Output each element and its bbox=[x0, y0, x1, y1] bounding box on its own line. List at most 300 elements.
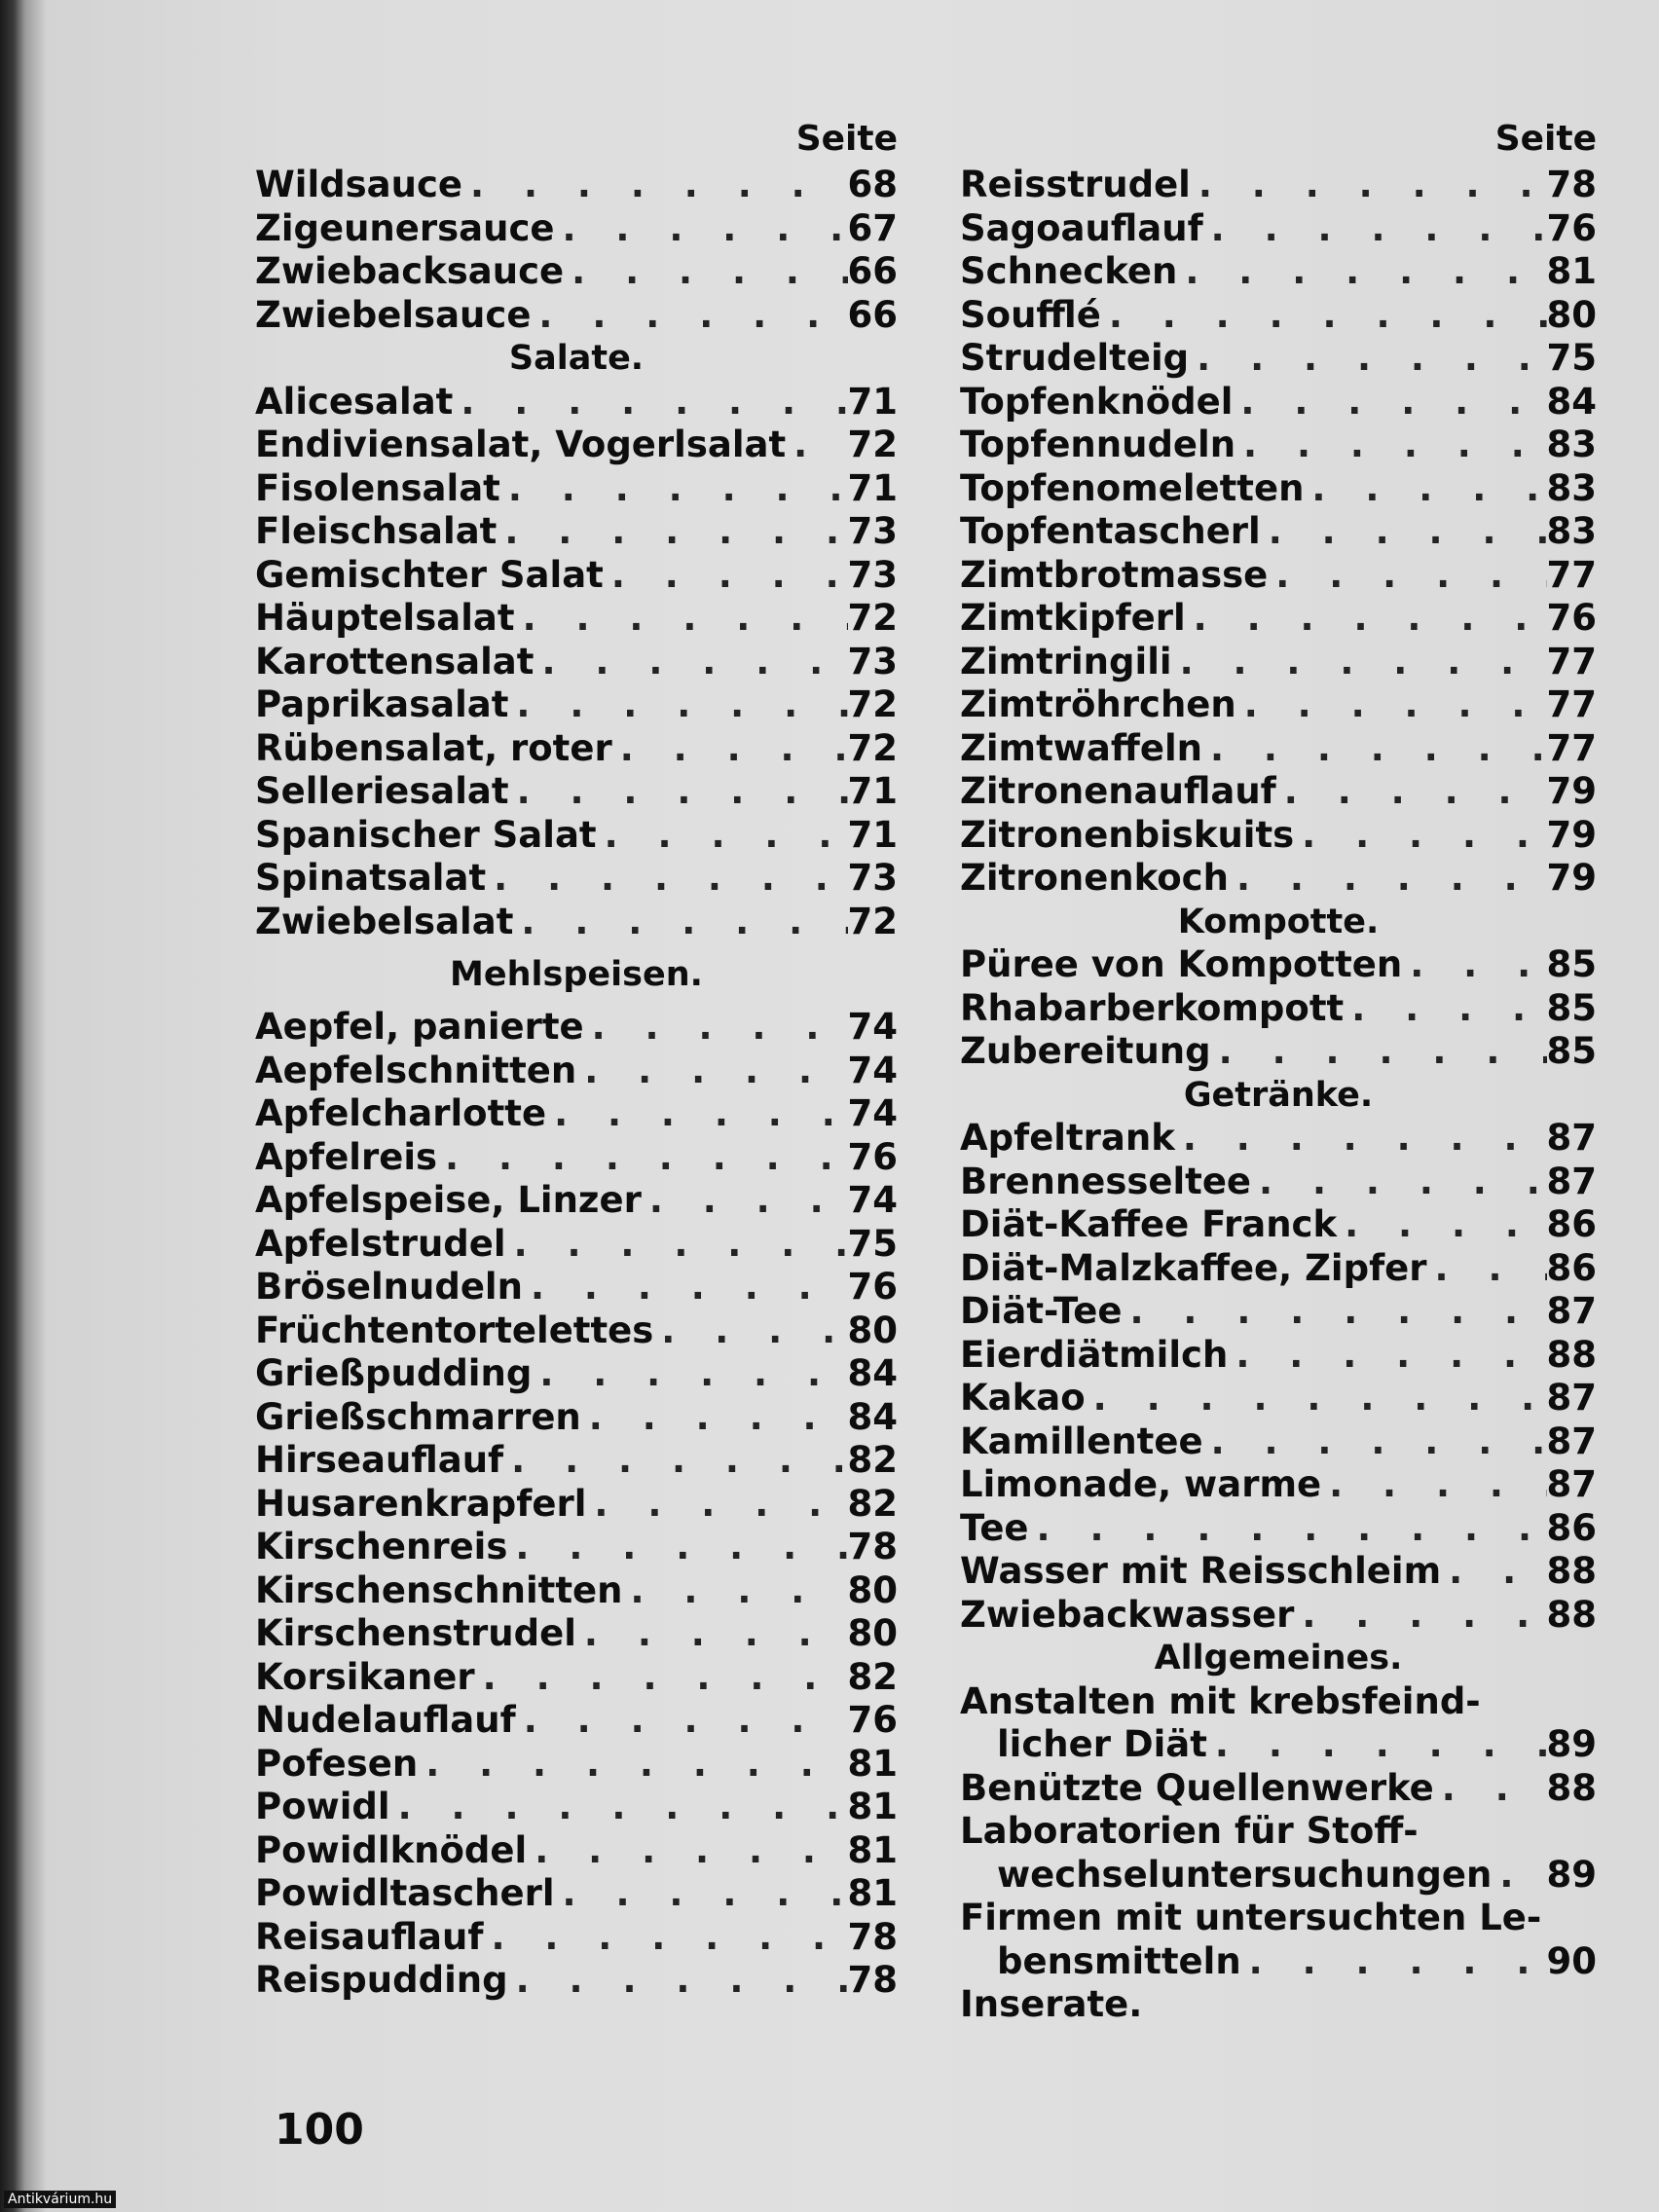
leader-dots bbox=[513, 901, 847, 944]
index-column-left bbox=[255, 115, 898, 2003]
entry-page-number: 87 bbox=[1546, 1160, 1597, 1202]
entry-page-number: 76 bbox=[1546, 597, 1597, 639]
leader-dots bbox=[531, 294, 847, 338]
leader-dots bbox=[515, 597, 848, 641]
leader-dots bbox=[555, 1872, 848, 1916]
entry-title: Zigeunersauce bbox=[255, 206, 555, 249]
index-entry bbox=[255, 857, 898, 901]
index-entry bbox=[255, 510, 898, 554]
entry-page-number: 81 bbox=[1546, 250, 1597, 292]
entry-page-number: 74 bbox=[847, 1179, 898, 1221]
leader-dots bbox=[1228, 1334, 1546, 1378]
leader-dots bbox=[475, 1656, 848, 1700]
entry-title: Zimtringili bbox=[960, 640, 1172, 682]
entry-title: Zwiebelsalat bbox=[255, 900, 514, 942]
index-entry bbox=[255, 770, 898, 814]
entry-title: Zitronenkoch bbox=[960, 857, 1229, 899]
section-heading: Salate. bbox=[508, 339, 645, 378]
section-heading: Allgemeines. bbox=[1154, 1639, 1403, 1677]
entry-title: Reispudding bbox=[255, 1959, 508, 2001]
entry-title: Endiviensalat, Vogerlsalat bbox=[255, 424, 787, 465]
leader-dots bbox=[1294, 814, 1546, 858]
leader-dots bbox=[576, 1050, 847, 1093]
index-entry bbox=[960, 207, 1597, 251]
index-entry bbox=[960, 987, 1597, 1031]
entry-page-number: 83 bbox=[1546, 466, 1597, 509]
entry-title: Zubereitung bbox=[960, 1030, 1211, 1072]
leader-dots bbox=[534, 641, 847, 684]
entry-page-number: 74 bbox=[847, 1006, 898, 1048]
entry-page-number: 82 bbox=[847, 1482, 898, 1525]
entry-title: Tee bbox=[960, 1506, 1029, 1549]
entry-page-number: 79 bbox=[1546, 857, 1597, 899]
leader-dots bbox=[500, 467, 848, 511]
entry-title: Zimtwaffeln bbox=[960, 726, 1202, 769]
entry-title: Apfelreis bbox=[255, 1135, 438, 1178]
entry-title: Strudelteig bbox=[960, 337, 1190, 379]
column-header-seite: Seite bbox=[795, 119, 898, 159]
entry-page-number: 72 bbox=[847, 683, 898, 725]
leader-dots bbox=[786, 424, 847, 467]
leader-dots bbox=[1203, 1420, 1547, 1464]
entry-title: Diät-Malzkaffee, Zipfer bbox=[960, 1246, 1427, 1289]
leader-dots bbox=[1276, 770, 1547, 814]
index-entry bbox=[960, 467, 1597, 511]
leader-dots bbox=[1177, 250, 1546, 294]
entry-title: Zimtbrotmasse bbox=[960, 553, 1269, 596]
leader-dots bbox=[1294, 1594, 1546, 1638]
entry-title: Selleriesalat bbox=[255, 770, 509, 812]
index-entry bbox=[255, 1179, 898, 1223]
leader-dots bbox=[1344, 987, 1546, 1031]
index-entry bbox=[960, 1377, 1597, 1420]
index-entry bbox=[960, 814, 1597, 858]
entry-title: Diät-Tee bbox=[960, 1290, 1123, 1332]
entry-title: Topfenomeletten bbox=[960, 466, 1305, 509]
entry-title: Wasser mit Reisschleim bbox=[960, 1550, 1442, 1592]
index-entry bbox=[255, 1612, 898, 1656]
index-entry bbox=[960, 424, 1597, 467]
entry-page-number: 87 bbox=[1546, 1377, 1597, 1419]
index-entry bbox=[960, 641, 1597, 684]
entry-page-number: 89 bbox=[1546, 1723, 1597, 1765]
entry-page-number: 72 bbox=[847, 900, 898, 942]
entry-page-number: 76 bbox=[1546, 206, 1597, 249]
index-entry bbox=[255, 1743, 898, 1787]
index-entry bbox=[255, 1136, 898, 1180]
index-entry bbox=[255, 1092, 898, 1136]
leader-dots bbox=[622, 1569, 847, 1613]
entry-title: Kirschenreis bbox=[255, 1526, 508, 1567]
entry-title: Grießpudding bbox=[255, 1352, 533, 1394]
entry-title: Grießschmarren bbox=[255, 1395, 581, 1438]
entry-title: Fisolensalat bbox=[255, 466, 500, 509]
index-entry bbox=[960, 1203, 1597, 1247]
index-entry bbox=[255, 250, 898, 294]
leader-dots bbox=[546, 1092, 847, 1136]
entry-page-number: 79 bbox=[1546, 813, 1597, 856]
entry-title: Zitronenauflauf bbox=[960, 770, 1276, 812]
entry-page-number: 75 bbox=[1546, 337, 1597, 379]
entry-title: Apfelspeise, Linzer bbox=[255, 1179, 642, 1221]
entry-page-number: 85 bbox=[1546, 986, 1597, 1029]
column-header-seite: Seite bbox=[1494, 119, 1597, 159]
leader-dots bbox=[612, 727, 848, 771]
index-entry bbox=[960, 1117, 1597, 1161]
index-entry bbox=[960, 1897, 1597, 1940]
leader-dots bbox=[418, 1743, 847, 1787]
entry-title: Powidl bbox=[255, 1786, 390, 1827]
index-entry bbox=[960, 1463, 1597, 1507]
leader-dots bbox=[1175, 1117, 1547, 1161]
index-entry bbox=[960, 1290, 1597, 1334]
index-entry bbox=[960, 943, 1597, 987]
index-entry bbox=[960, 770, 1597, 814]
entry-title: Apfelstrudel bbox=[255, 1222, 506, 1265]
index-entry bbox=[255, 1699, 898, 1743]
entry-title: Husarenkrapferl bbox=[255, 1482, 587, 1525]
entry-title: Reisstrudel bbox=[960, 164, 1191, 205]
entry-page-number: 89 bbox=[1546, 1853, 1597, 1896]
index-entry bbox=[960, 1940, 1597, 1984]
entry-title: Sagoauflauf bbox=[960, 206, 1203, 249]
index-entry bbox=[960, 683, 1597, 727]
entry-title: Alicesalat bbox=[255, 380, 454, 423]
entry-page-number: 86 bbox=[1546, 1203, 1597, 1245]
entry-page-number: 73 bbox=[847, 510, 898, 552]
entry-title: Paprikasalat bbox=[255, 683, 509, 725]
index-entry bbox=[960, 1550, 1597, 1594]
index-entry bbox=[255, 1223, 898, 1267]
entry-page-number: 79 bbox=[1546, 770, 1597, 812]
leader-dots bbox=[509, 770, 848, 814]
entry-title: Aepfelschnitten bbox=[255, 1049, 577, 1091]
leader-dots bbox=[1321, 1463, 1546, 1507]
entry-page-number: 66 bbox=[847, 250, 898, 292]
entry-title: Aepfel, panierte bbox=[255, 1006, 584, 1048]
entry-title: Rübensalat, roter bbox=[255, 726, 612, 769]
entry-page-number: 87 bbox=[1546, 1290, 1597, 1332]
entry-title: Benützte Quellenwerke bbox=[960, 1766, 1434, 1809]
index-entry bbox=[255, 814, 898, 858]
leader-dots bbox=[1235, 424, 1546, 467]
leader-dots bbox=[1233, 381, 1546, 424]
entry-title: Apfelcharlotte bbox=[255, 1092, 547, 1134]
leader-dots bbox=[497, 510, 847, 554]
entry-page-number: 82 bbox=[847, 1439, 898, 1481]
index-entry bbox=[255, 597, 898, 641]
entry-page-number: 78 bbox=[1546, 164, 1597, 205]
leader-dots bbox=[554, 207, 847, 251]
index-entry bbox=[255, 641, 898, 684]
leader-dots bbox=[1211, 1030, 1547, 1074]
index-column-right bbox=[960, 115, 1597, 2027]
index-entry bbox=[960, 554, 1597, 598]
entry-page-number: 77 bbox=[1546, 683, 1597, 725]
leader-dots bbox=[1441, 1550, 1546, 1594]
index-entry bbox=[960, 1854, 1597, 1898]
leader-dots bbox=[1172, 641, 1547, 684]
entry-page-number: 80 bbox=[1546, 293, 1597, 336]
leader-dots bbox=[523, 1266, 848, 1309]
entry-page-number: 80 bbox=[847, 1568, 898, 1611]
index-entry bbox=[960, 1030, 1597, 1074]
leader-dots bbox=[516, 1699, 848, 1743]
index-entry bbox=[960, 294, 1597, 338]
leader-dots bbox=[642, 1179, 848, 1223]
entry-page-number: 90 bbox=[1546, 1939, 1597, 1982]
entry-title: Gemischter Salat bbox=[255, 553, 604, 596]
entry-title: Püree von Kompotten bbox=[960, 943, 1403, 985]
leader-dots bbox=[1402, 943, 1546, 987]
entry-title: Powidltascherl bbox=[255, 1872, 555, 1914]
index-entry bbox=[255, 1526, 898, 1569]
leader-dots bbox=[1202, 727, 1547, 771]
leader-dots bbox=[507, 1526, 847, 1569]
leader-dots bbox=[1191, 164, 1547, 207]
entry-title: Reisauflauf bbox=[255, 1915, 484, 1958]
leader-dots bbox=[1207, 1723, 1547, 1767]
leader-dots bbox=[1261, 510, 1547, 554]
entry-title: Pofesen bbox=[255, 1742, 419, 1785]
entry-page-number: 76 bbox=[847, 1266, 898, 1308]
leader-dots bbox=[1186, 597, 1547, 641]
index-entry bbox=[960, 1723, 1597, 1767]
leader-dots bbox=[576, 1612, 848, 1656]
leader-dots bbox=[1122, 1290, 1546, 1334]
entry-title: Spinatsalat bbox=[255, 857, 487, 899]
index-entry bbox=[255, 1872, 898, 1916]
entry-page-number: 77 bbox=[1546, 640, 1597, 682]
entry-page-number: 67 bbox=[847, 206, 898, 249]
index-entry bbox=[960, 381, 1597, 424]
entry-title: Häuptelsalat bbox=[255, 597, 515, 639]
entry-title: Rhabarberkompott bbox=[960, 986, 1345, 1029]
leader-dots bbox=[653, 1309, 847, 1353]
entry-title: Spanischer Salat bbox=[255, 813, 597, 856]
index-entry bbox=[255, 1786, 898, 1829]
index-entry bbox=[960, 727, 1597, 771]
entry-title: Korsikaner bbox=[255, 1655, 475, 1698]
entry-page-number: 77 bbox=[1546, 553, 1597, 596]
leader-dots bbox=[1241, 1940, 1547, 1984]
leader-dots bbox=[1203, 207, 1547, 251]
entry-page-number: 83 bbox=[1546, 510, 1597, 552]
entry-page-number: 87 bbox=[1546, 1117, 1597, 1159]
entry-title: Apfeltrank bbox=[960, 1117, 1175, 1159]
entry-page-number: 87 bbox=[1546, 1463, 1597, 1505]
entry-title: licher Diät bbox=[997, 1723, 1207, 1765]
entry-page-number: 86 bbox=[1546, 1246, 1597, 1289]
entry-title: Soufflé bbox=[960, 293, 1101, 336]
entry-title: bensmitteln bbox=[997, 1939, 1241, 1982]
leader-dots bbox=[527, 1829, 847, 1873]
index-entry bbox=[255, 1396, 898, 1440]
leader-dots bbox=[486, 857, 847, 901]
entry-page-number: 81 bbox=[847, 1828, 898, 1871]
leader-dots bbox=[1236, 683, 1547, 727]
page-number: 100 bbox=[275, 2105, 364, 2155]
section-heading: Getränke. bbox=[1183, 1075, 1374, 1115]
leader-dots bbox=[1434, 1767, 1547, 1811]
entry-title: Eierdiätmilch bbox=[960, 1333, 1229, 1376]
leader-dots bbox=[584, 1006, 848, 1050]
index-entry bbox=[960, 1334, 1597, 1378]
entry-page-number: 80 bbox=[847, 1309, 898, 1351]
index-entry bbox=[960, 1810, 1597, 1854]
entry-title: Anstalten mit krebsfeind- bbox=[960, 1679, 1481, 1722]
entry-page-number: 81 bbox=[847, 1872, 898, 1914]
leader-dots bbox=[1268, 554, 1546, 598]
index-entry bbox=[255, 1569, 898, 1613]
index-entry bbox=[255, 164, 898, 207]
leader-dots bbox=[1029, 1507, 1547, 1551]
entry-page-number: 78 bbox=[847, 1915, 898, 1958]
entry-title: Brennesseltee bbox=[960, 1160, 1252, 1202]
index-entry bbox=[255, 294, 898, 338]
leader-dots bbox=[1229, 857, 1547, 901]
index-entry bbox=[255, 207, 898, 251]
leader-dots bbox=[604, 554, 848, 598]
entry-title: Zimtröhrchen bbox=[960, 683, 1236, 725]
index-entry bbox=[255, 424, 898, 467]
entry-title: Zwiebelsauce bbox=[255, 293, 532, 336]
entry-title: Zwiebackwasser bbox=[960, 1593, 1295, 1636]
entry-page-number: 73 bbox=[847, 857, 898, 899]
leader-dots bbox=[483, 1916, 847, 1960]
entry-title: Topfenknödel bbox=[960, 380, 1234, 423]
index-entry bbox=[960, 1680, 1597, 1724]
leader-dots bbox=[1427, 1247, 1547, 1291]
entry-page-number: 85 bbox=[1546, 1030, 1597, 1072]
entry-title: Hirseauflauf bbox=[255, 1439, 504, 1481]
index-entry bbox=[255, 1309, 898, 1353]
index-entry bbox=[255, 727, 898, 771]
index-entry bbox=[255, 1266, 898, 1309]
leader-dots bbox=[453, 381, 847, 424]
leader-dots bbox=[1189, 337, 1546, 381]
entry-page-number: 85 bbox=[1546, 943, 1597, 985]
leader-dots bbox=[581, 1396, 848, 1440]
index-entry bbox=[960, 1507, 1597, 1551]
section-heading: Kompotte. bbox=[1177, 902, 1380, 941]
index-entry bbox=[255, 683, 898, 727]
entry-page-number: 77 bbox=[1546, 726, 1597, 769]
entry-title: Karottensalat bbox=[255, 640, 535, 682]
leader-dots bbox=[506, 1223, 848, 1267]
index-entry bbox=[960, 1983, 1597, 2027]
index-entry bbox=[255, 1050, 898, 1093]
entry-title: Wildsauce bbox=[255, 164, 463, 205]
entry-title: Diät-Kaffee Franck bbox=[960, 1203, 1338, 1245]
entry-title: Früchtentortelettes bbox=[255, 1309, 654, 1351]
entry-page-number: 72 bbox=[847, 597, 898, 639]
section-heading: Mehlspeisen. bbox=[450, 955, 703, 994]
index-entry bbox=[960, 1594, 1597, 1638]
entry-title: Topfentascherl bbox=[960, 510, 1261, 552]
entry-title: Zwiebacksauce bbox=[255, 250, 565, 292]
entry-page-number: 83 bbox=[1546, 424, 1597, 465]
entry-page-number: 84 bbox=[847, 1352, 898, 1394]
index-entry bbox=[255, 1656, 898, 1700]
index-entry bbox=[255, 1829, 898, 1873]
leader-dots bbox=[1492, 1854, 1546, 1898]
entry-page-number: 71 bbox=[847, 770, 898, 812]
index-entry bbox=[255, 1916, 898, 1960]
index-entry bbox=[960, 164, 1597, 207]
entry-page-number: 71 bbox=[847, 813, 898, 856]
leader-dots bbox=[462, 164, 847, 207]
index-entry bbox=[960, 597, 1597, 641]
entry-title: Bröselnudeln bbox=[255, 1266, 523, 1308]
entry-title: Fleischsalat bbox=[255, 510, 498, 552]
entry-page-number: 88 bbox=[1546, 1766, 1597, 1809]
entry-page-number: 74 bbox=[847, 1092, 898, 1134]
leader-dots bbox=[390, 1786, 848, 1829]
entry-page-number: 78 bbox=[847, 1959, 898, 2001]
entry-title: Nudelauflauf bbox=[255, 1699, 516, 1741]
entry-page-number: 80 bbox=[847, 1612, 898, 1654]
index-entry bbox=[255, 554, 898, 598]
entry-page-number: 86 bbox=[1546, 1506, 1597, 1549]
index-entry bbox=[960, 337, 1597, 381]
leader-dots bbox=[586, 1483, 847, 1527]
entry-page-number: 71 bbox=[847, 466, 898, 509]
entry-page-number: 76 bbox=[847, 1699, 898, 1741]
index-entry bbox=[960, 1247, 1597, 1291]
entry-page-number: 66 bbox=[847, 293, 898, 336]
entry-title: Limonade, warme bbox=[960, 1463, 1322, 1505]
entry-page-number: 78 bbox=[847, 1526, 898, 1567]
index-entry bbox=[960, 1161, 1597, 1204]
entry-title: wechseluntersuchungen bbox=[997, 1853, 1493, 1896]
entry-title: Kirschenstrudel bbox=[255, 1612, 576, 1654]
index-entry bbox=[960, 1767, 1597, 1811]
leader-dots bbox=[508, 1959, 848, 2003]
entry-title: Firmen mit untersuchten Le- bbox=[960, 1897, 1542, 1938]
index-entry bbox=[960, 857, 1597, 901]
entry-title: Schnecken bbox=[960, 250, 1178, 292]
leader-dots bbox=[532, 1352, 847, 1396]
entry-title: Kakao bbox=[960, 1377, 1086, 1419]
entry-title: Powidlknödel bbox=[255, 1828, 528, 1871]
leader-dots bbox=[1337, 1203, 1546, 1247]
entry-title: Topfennudeln bbox=[960, 424, 1236, 465]
entry-title: Zitronenbiskuits bbox=[960, 813, 1295, 856]
entry-title: Zimtkipferl bbox=[960, 597, 1186, 639]
entry-title: Kirschenschnitten bbox=[255, 1568, 623, 1611]
entry-page-number: 81 bbox=[847, 1742, 898, 1785]
index-entry bbox=[255, 1006, 898, 1050]
leader-dots bbox=[503, 1439, 847, 1483]
leader-dots bbox=[437, 1136, 847, 1180]
entry-page-number: 73 bbox=[847, 640, 898, 682]
leader-dots bbox=[1101, 294, 1547, 338]
entry-page-number: 75 bbox=[847, 1222, 898, 1265]
index-entry bbox=[255, 1959, 898, 2003]
entry-title: Inserate. bbox=[960, 1983, 1143, 2025]
entry-title: Laboratorien für Stoff- bbox=[960, 1810, 1419, 1852]
entry-page-number: 84 bbox=[1546, 380, 1597, 423]
index-entry bbox=[255, 467, 898, 511]
leader-dots bbox=[597, 814, 848, 858]
entry-page-number: 72 bbox=[847, 726, 898, 769]
leader-dots bbox=[1251, 1161, 1546, 1204]
index-entry bbox=[255, 381, 898, 424]
leader-dots bbox=[1304, 467, 1546, 511]
entry-page-number: 82 bbox=[847, 1655, 898, 1698]
entry-title: Kamillentee bbox=[960, 1419, 1203, 1462]
